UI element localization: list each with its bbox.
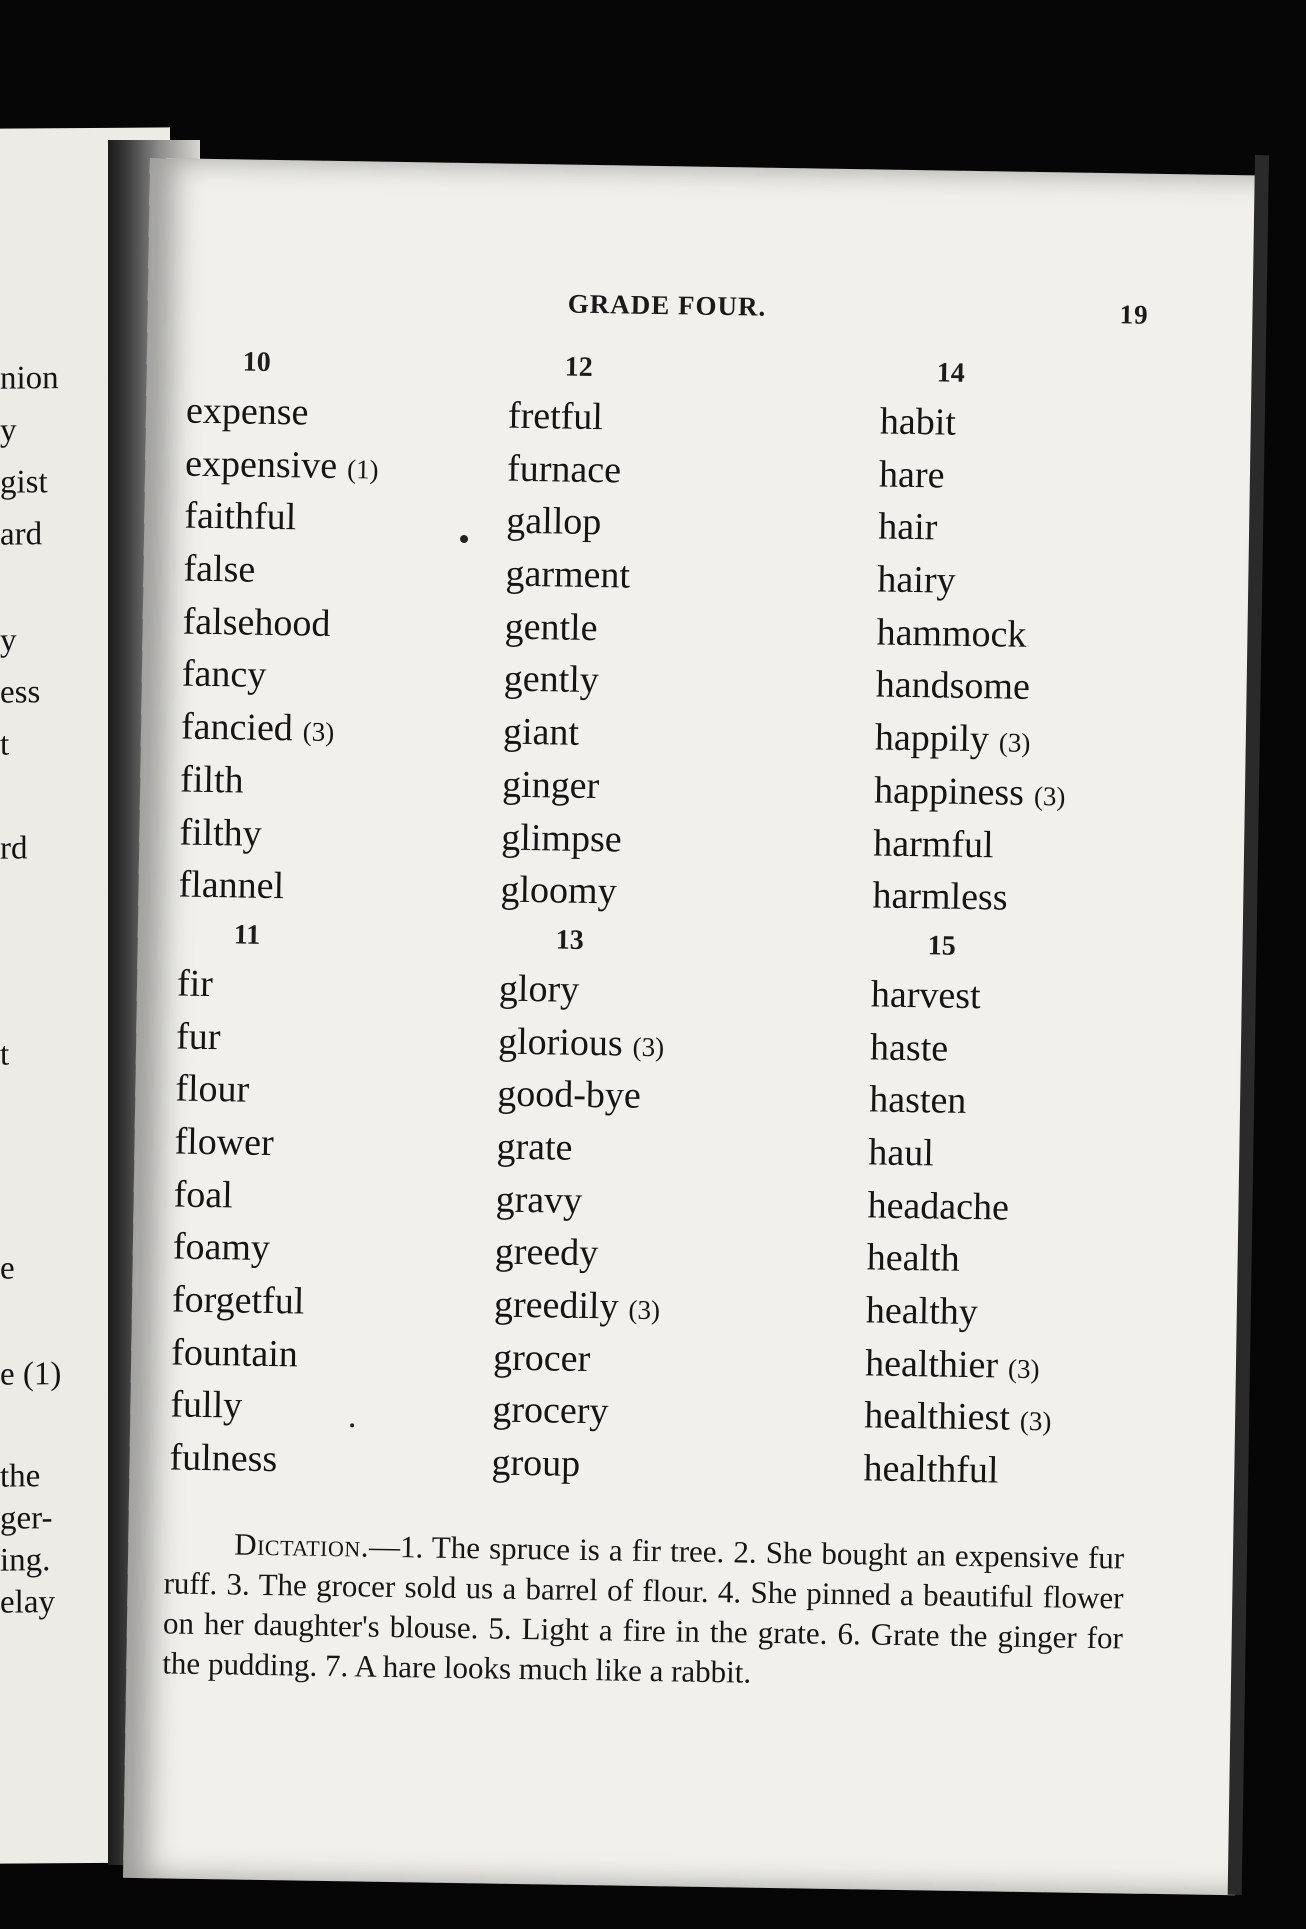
word-entry [496, 1121, 827, 1179]
word-text: healthful [863, 1447, 999, 1492]
word-text: flour [175, 1067, 250, 1111]
word-text: harvest [870, 973, 982, 1018]
word-text: flannel [178, 863, 285, 908]
word-entry [173, 1168, 504, 1226]
group-number: 10 [242, 346, 272, 378]
word-text: filth [179, 758, 244, 802]
word-entry [177, 957, 508, 1015]
word-entry [505, 548, 836, 606]
word-entry [178, 859, 509, 917]
word-text: giant [502, 710, 580, 754]
word-text: fur [175, 1015, 221, 1058]
word-text: healthiest [864, 1394, 1011, 1440]
word-text: healthy [865, 1289, 979, 1334]
word-entry [503, 706, 834, 764]
word-entry [866, 1232, 1197, 1290]
word-entry [866, 1284, 1197, 1342]
word-entry [172, 1273, 503, 1331]
word-note: (3) [1019, 1406, 1052, 1437]
word-text: fancied [180, 705, 294, 750]
word-text: forgetful [171, 1278, 305, 1323]
word-entry [185, 437, 516, 495]
print-speck [350, 1423, 354, 1427]
word-note: (3) [632, 1031, 665, 1062]
left-page-text: ess [0, 674, 41, 711]
word-entry [508, 390, 839, 448]
word-entry [875, 712, 1206, 770]
word-entry [870, 1021, 1201, 1079]
word-text: furnace [506, 447, 622, 492]
word-note: (3) [628, 1294, 661, 1326]
word-entry [182, 595, 513, 653]
word-text: healthier [864, 1342, 999, 1387]
word-entry [868, 1126, 1199, 1184]
word-entry [493, 1331, 824, 1389]
word-text: greedily [493, 1283, 619, 1328]
word-text: group [491, 1441, 581, 1485]
word-text: haste [869, 1025, 949, 1070]
word-text: glorious [497, 1020, 624, 1065]
word-text: fancy [181, 653, 267, 697]
word-entry [176, 1010, 507, 1068]
word-entry [174, 1115, 505, 1173]
word-text: handsome [875, 663, 1031, 709]
word-entry [500, 864, 831, 922]
word-text: glimpse [501, 816, 623, 860]
word-entry [501, 811, 832, 869]
left-page-text: the [0, 1458, 41, 1495]
word-entry [503, 653, 834, 711]
word-entry [499, 962, 830, 1020]
word-text: expense [185, 389, 309, 434]
left-page-text: e [0, 1250, 15, 1287]
group-number: 15 [927, 930, 956, 962]
word-entry [494, 1279, 825, 1337]
word-text: hammock [876, 611, 1027, 656]
left-page-text: e (1) [0, 1356, 62, 1393]
word-entry [875, 659, 1206, 717]
word-text: hasten [868, 1078, 967, 1123]
word-entry [495, 1173, 826, 1231]
word-note: (3) [998, 727, 1031, 759]
word-text: good-bye [497, 1072, 642, 1118]
left-page-text: gist [0, 464, 48, 501]
word-entry [502, 758, 833, 816]
dictation-lead: Dictation. [233, 1526, 370, 1564]
word-entry [863, 1442, 1194, 1500]
word-entry [507, 442, 838, 500]
word-text: grocer [492, 1336, 591, 1380]
group-number: 13 [555, 924, 585, 956]
word-text: garment [505, 552, 631, 597]
word-text: fretful [507, 394, 604, 439]
page-number: 19 [1119, 299, 1149, 330]
word-text: gentle [504, 605, 598, 649]
word-column [863, 350, 1211, 1501]
word-entry [494, 1226, 825, 1284]
word-text: happiness [873, 769, 1025, 814]
word-entry [170, 1379, 501, 1437]
word-text: expensive [184, 442, 338, 487]
word-text: flower [174, 1120, 275, 1164]
word-text: foamy [172, 1225, 271, 1270]
word-entry [874, 764, 1205, 822]
word-note: (1) [346, 453, 379, 485]
word-entry [871, 968, 1202, 1026]
word-entry [181, 648, 512, 706]
word-entry [873, 817, 1204, 875]
word-text: grocery [492, 1388, 609, 1433]
word-entry [880, 396, 1211, 454]
word-entry [186, 385, 517, 443]
left-page-text: elay [0, 1584, 55, 1621]
word-note: (3) [1033, 780, 1066, 812]
word-text: falsehood [182, 600, 331, 645]
word-entry [492, 1384, 823, 1442]
word-text: gravy [495, 1178, 583, 1222]
left-page-text: ard [0, 516, 43, 553]
left-page-text: rd [0, 830, 28, 867]
word-entry [183, 543, 514, 601]
word-text: habit [879, 400, 957, 444]
word-text: hairy [877, 558, 956, 602]
word-note: (3) [1007, 1353, 1040, 1384]
word-entry [876, 606, 1207, 664]
word-text: harmful [873, 821, 994, 866]
word-entry [506, 495, 837, 553]
word-entry [498, 1015, 829, 1073]
dictation-paragraph [162, 1523, 1124, 1698]
word-text: filthy [179, 811, 263, 855]
word-entry [181, 701, 512, 759]
word-entry [175, 1063, 506, 1121]
word-text: faithful [184, 494, 297, 539]
word-text: glory [498, 967, 580, 1011]
running-head: GRADE FOUR. [567, 288, 767, 322]
word-text: haul [868, 1131, 935, 1175]
left-page-text: y [0, 412, 17, 449]
word-text: fountain [170, 1331, 299, 1376]
word-text: headache [867, 1184, 1010, 1229]
word-text: harmless [872, 874, 1008, 919]
word-entry [497, 1068, 828, 1126]
left-page-text: ing. [0, 1542, 51, 1579]
word-text: ginger [501, 763, 600, 807]
word-column [491, 344, 839, 1495]
word-text: gloomy [500, 868, 617, 913]
word-note: (3) [302, 716, 335, 748]
word-text: happily [874, 716, 990, 761]
word-entry [180, 753, 511, 811]
left-page-text: t [0, 726, 10, 763]
word-entry [864, 1390, 1195, 1448]
word-entry [169, 1432, 500, 1490]
dictation-text: —1. The spruce is a fir tree. 2. She bought an expensive fur ruff. 3. The grocer sold us a barrel of flour. 4. She pinned a beautiful flower on her daughter's blouse. 5. Light a fire in the grate. 6. Grate the ginger for the pudding. 7. A hare looks much like a rabbit. [162, 1528, 1125, 1690]
left-page-text: ger- [0, 1500, 53, 1537]
word-entry [171, 1326, 502, 1384]
word-entry [172, 1221, 503, 1279]
word-column [169, 339, 517, 1490]
word-text: hare [878, 453, 945, 497]
group-number: 12 [564, 351, 594, 383]
main-page [123, 158, 1262, 1895]
word-entry [877, 554, 1208, 612]
word-text: hair [877, 505, 938, 549]
word-entry [865, 1337, 1196, 1395]
word-entry [878, 501, 1209, 559]
word-text: grate [496, 1125, 573, 1169]
left-page-text: nion [0, 360, 59, 397]
word-text: false [183, 547, 256, 591]
word-text: health [866, 1236, 960, 1281]
word-text: greedy [494, 1230, 599, 1275]
group-number: 14 [936, 357, 965, 389]
group-number: 11 [233, 919, 261, 951]
word-text: fir [176, 962, 214, 1005]
word-entry [879, 448, 1210, 506]
left-page-text: t [0, 1036, 10, 1073]
word-entry [491, 1437, 822, 1495]
word-text: gently [503, 658, 600, 702]
word-text: fulness [169, 1436, 278, 1481]
word-text: foal [173, 1173, 234, 1217]
word-entry [867, 1179, 1198, 1237]
word-entry [872, 870, 1203, 928]
word-entry [504, 600, 835, 658]
word-text: gallop [506, 500, 602, 544]
word-text: fully [170, 1383, 243, 1427]
left-page-text: y [0, 622, 17, 659]
word-entry [179, 806, 510, 864]
print-speck [460, 535, 468, 543]
word-entry [869, 1074, 1200, 1132]
